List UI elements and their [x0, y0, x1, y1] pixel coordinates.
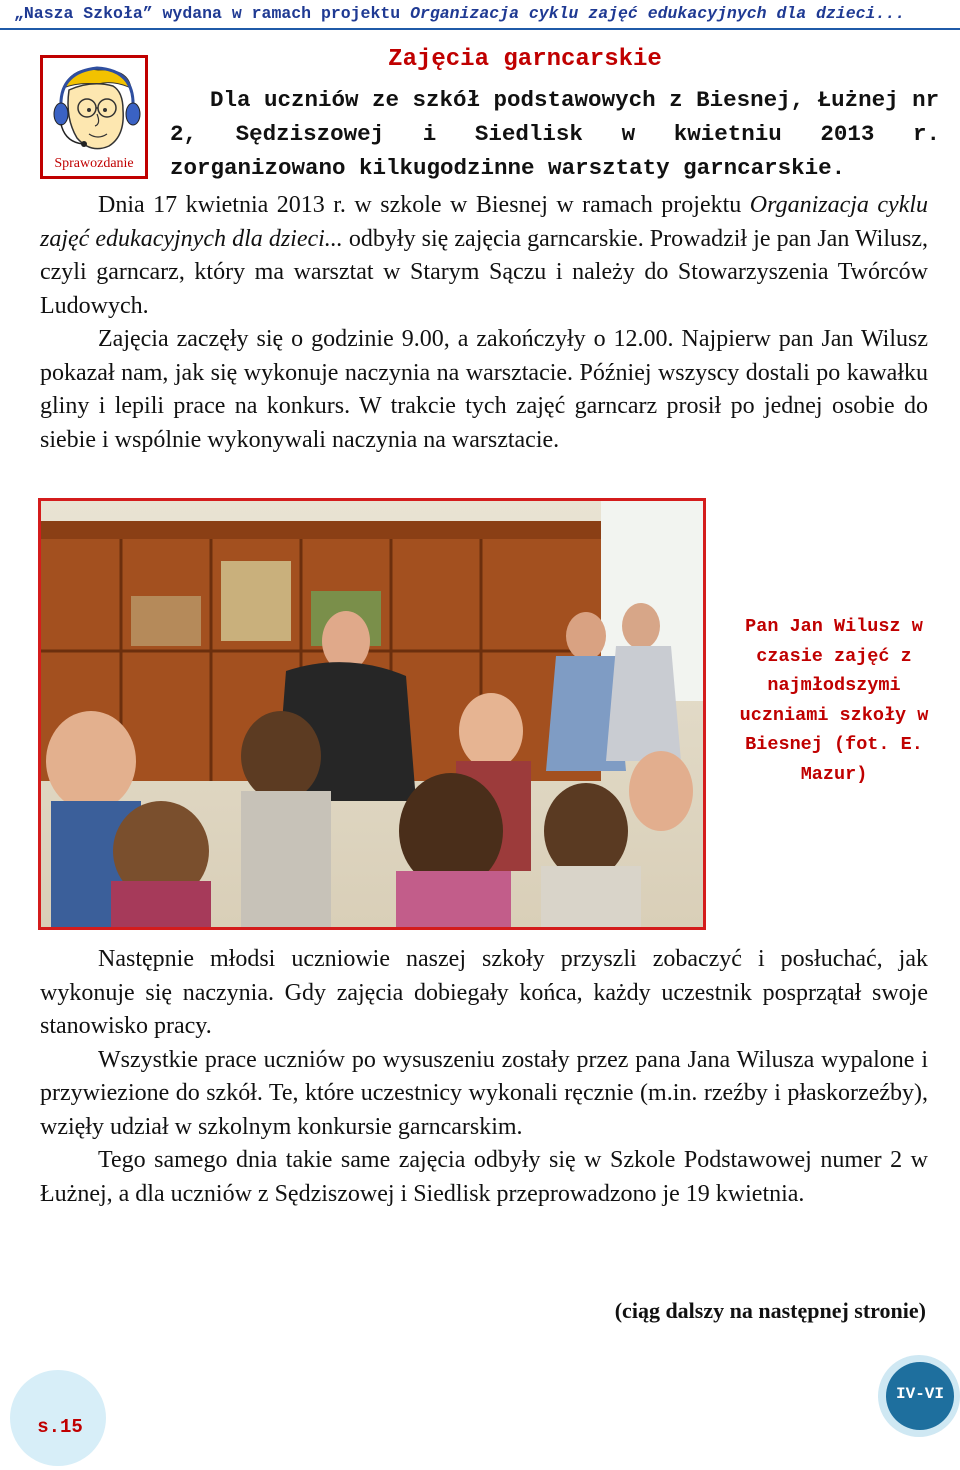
lead-line-1: Dla uczniów ze szkół podstawowych z Biesnej, Łużnej nr [210, 87, 940, 113]
paragraph-2: Zajęcia zaczęły się o godzinie 9.00, a zakończyły o 12.00. Najpierw pan Jan Wilusz pokazał nam, jak się wykonuje naczynia na warsztacie. Później wszyscy dostali po kawałku gliny i lepili prace na konkurs. W trakcie tych zajęć garncarz prosił po jednej osobie do siebie i wspólnie wykonywali naczynia na warsztacie. [40, 326, 928, 453]
header-publication: „Nasza Szkoła” wydana w ramach projektu [14, 4, 411, 23]
logo-label: Sprawozdanie [54, 156, 134, 171]
grade-label: IV-VI [895, 1385, 944, 1403]
paragraph-3: Następnie młodsi uczniowie naszej szkoły przyszli zobaczyć i posłuchać, jak wykonuje się naczynia. Gdy zajęcia dobiegały końca, każdy uczestnik posprzątał swoje stanowisko pracy. [40, 946, 928, 1039]
article-title: Zajęcia garncarskie [388, 46, 662, 73]
paragraph-4: Wszystkie prace uczniów po wysuszeniu zostały przez pana Jana Wilusza wypalone i przywiezione do szkół. Te, które uczestnicy wykonali ręcznie (m.in. rzeźby i płaskorzeźby), wzięły udział w szkolnym konkursie garncarskim. [40, 1046, 928, 1140]
photo-caption: Pan Jan Wilusz w czasie zajęć z najmłodszymi uczniami szkoły w Biesnej (fot. E. Mazur) [739, 616, 929, 785]
header-project: Organizacja cyklu zajęć edukacyjnych dla dzieci... [410, 4, 906, 23]
pottery-workshop-photo [38, 498, 706, 930]
project-name-italic: Organizacja cyklu zajęć edukacyjnych dla dzieci... [40, 192, 929, 252]
article-body-bottom [40, 943, 928, 1211]
report-logo [40, 55, 148, 179]
continued-note: (ciąg dalszy na następnej stronie) [614, 1298, 926, 1323]
classroom-photo-image [41, 501, 703, 927]
paragraph-1-text-a: Dnia 17 kwietnia 2013 r. w szkole w Biesnej w ramach projektu [98, 192, 750, 218]
page-number: s.15 [37, 1416, 83, 1438]
article-body-top [40, 189, 928, 457]
article-lead [170, 83, 940, 185]
lead-rest: 2, Sędziszowej i Siedlisk w kwietniu 2013 r. zorganizowano kilkugodzinne warsztaty garncarskie. [170, 121, 940, 181]
paragraph-1 [40, 189, 928, 323]
header-divider [0, 28, 960, 30]
running-header [0, 0, 960, 30]
paragraph-1-text-b: odbyły się zajęcia garncarskie. Prowadził je pan Jan Wilusz, czyli garncarz, który ma warsztat w Starym Sączu i należy do Stowarzyszenia Twórców Ludowych. [40, 225, 928, 319]
paragraph-5: Tego samego dnia takie same zajęcia odbyły się w Szkole Podstawowej numer 2 w Łużnej, a dla uczniów z Sędziszowej i Siedlisk przeprowadzono je 19 kwietnia. [40, 1147, 928, 1207]
